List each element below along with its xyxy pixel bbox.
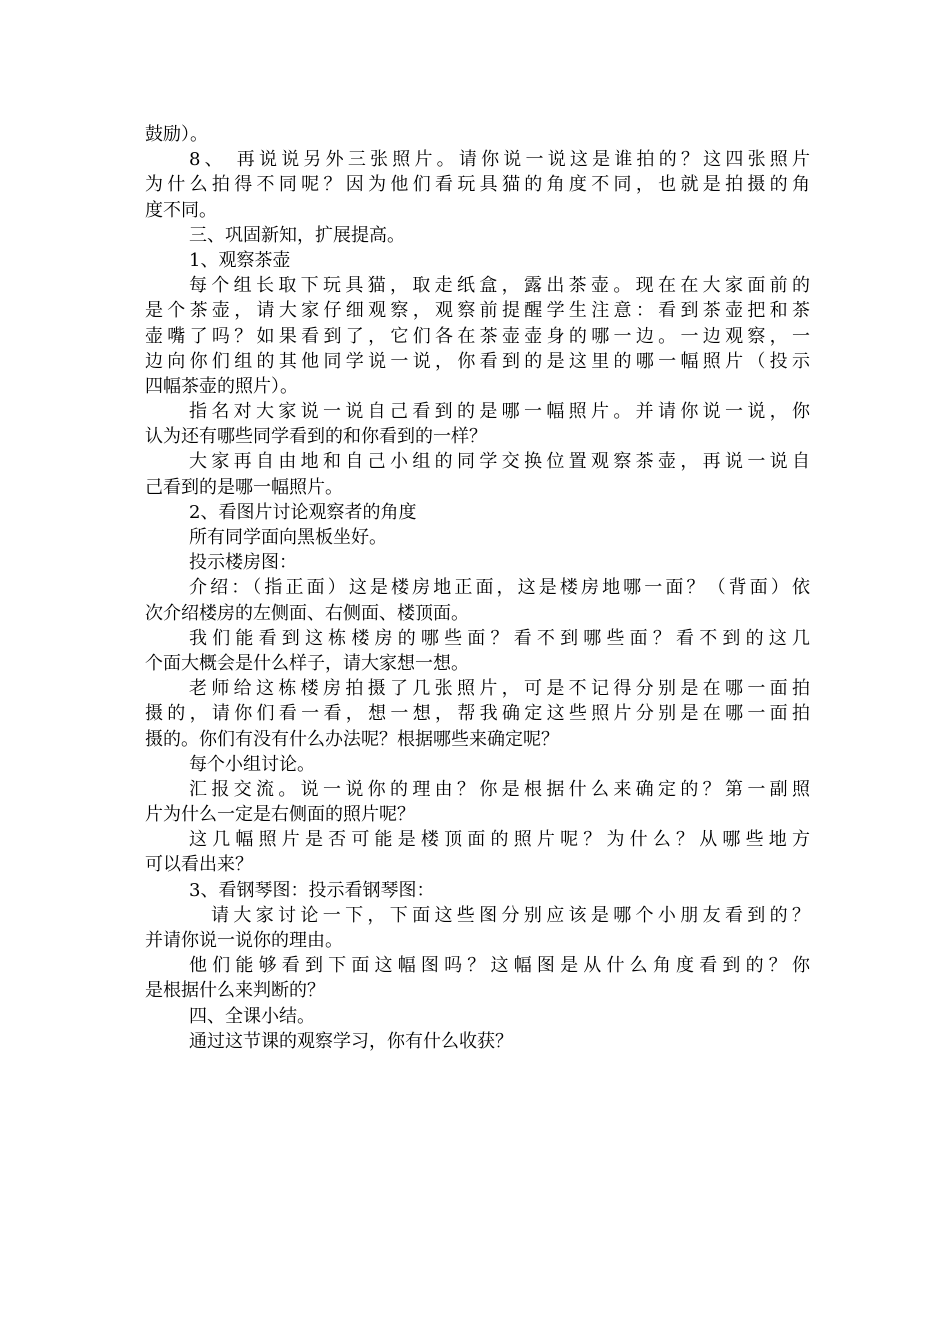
text-line: 大家再自由地和自己小组的同学交换位置观察茶壶，再说一说自 [189, 451, 810, 473]
text-line: 通过这节课的观察学习，你有什么收获？ [189, 1030, 513, 1052]
text-line: 每个小组讨论。 [189, 753, 315, 775]
text-line: 己看到的是哪一幅照片。 [145, 476, 343, 498]
text-line: 介绍：（指正面）这是楼房地正面，这是楼房地哪一面？（背面）依 [189, 577, 810, 599]
text-line: 老师给这栋楼房拍摄了几张照片，可是不记得分别是在哪一面拍 [189, 678, 810, 700]
text-line: 摄的，请你们看一看，想一想，帮我确定这些照片分别是在哪一面拍 [145, 703, 810, 725]
text-line: 1、观察茶壶 [189, 249, 291, 271]
text-line: 认为还有哪些同学看到的和你看到的一样？ [145, 426, 487, 448]
text-line: 8、 再说说另外三张照片。请你说一说这是谁拍的？这四张照片 [189, 149, 810, 171]
text-line: 每个组长取下玩具猫，取走纸盒，露出茶壶。现在在大家面前的 [189, 275, 810, 297]
text-line: 他们能够看到下面这幅图吗？这幅图是从什么角度看到的？你 [189, 955, 810, 977]
text-line: 这几幅照片是否可能是楼顶面的照片呢？为什么？从哪些地方 [189, 829, 810, 851]
document-body [145, 122, 810, 1054]
text-line: 片为什么一定是右侧面的照片呢？ [145, 804, 415, 826]
text-line: 并请你说一说你的理由。 [145, 930, 343, 951]
text-line: 度不同。 [145, 199, 217, 221]
text-line: 是个茶壶，请大家仔细观察，观察前提醒学生注意：看到茶壶把和茶 [145, 300, 810, 322]
text-line: 汇报交流。说一说你的理由？你是根据什么来确定的？第一副照 [189, 778, 810, 800]
text-line: 三、巩固新知，扩展提高。 [189, 224, 405, 246]
text-line: 个面大概会是什么样子，请大家想一想。 [145, 652, 469, 674]
text-line: 所有同学面向黑板坐好。 [189, 527, 387, 548]
text-line: 是根据什么来判断的？ [145, 980, 325, 1002]
text-line: 壶嘴了吗？如果看到了，它们各在茶壶壶身的哪一边。一边观察，一 [145, 325, 810, 347]
text-line: 边向你们组的其他同学说一说，你看到的是这里的哪一幅照片（投示 [145, 350, 810, 372]
text-line: 为什么拍得不同呢？因为他们看玩具猫的角度不同，也就是拍摄的角 [145, 174, 810, 196]
text-line: 3、看钢琴图：投示看钢琴图： [189, 879, 435, 901]
text-line: 投示楼房图： [189, 552, 297, 574]
text-line: 四、全课小结。 [189, 1005, 315, 1027]
text-line: 2、看图片讨论观察者的角度 [189, 501, 417, 523]
text-line: 摄的。你们有没有什么办法呢？根据哪些来确定呢？ [145, 728, 559, 750]
text-line: 可以看出来？ [145, 854, 253, 876]
text-line: 我们能看到这栋楼房的哪些面？看不到哪些面？看不到的这几 [189, 627, 810, 649]
text-line: 请大家讨论一下，下面这些图分别应该是哪个小朋友看到的？ [211, 904, 810, 926]
text-line: 次介绍楼房的左侧面、右侧面、楼顶面。 [145, 602, 469, 624]
text-line: 指名对大家说一说自己看到的是哪一幅照片。并请你说一说，你 [189, 401, 810, 423]
text-line: 四幅茶壶的照片）。 [145, 375, 298, 397]
text-line: 鼓励）。 [145, 124, 208, 145]
